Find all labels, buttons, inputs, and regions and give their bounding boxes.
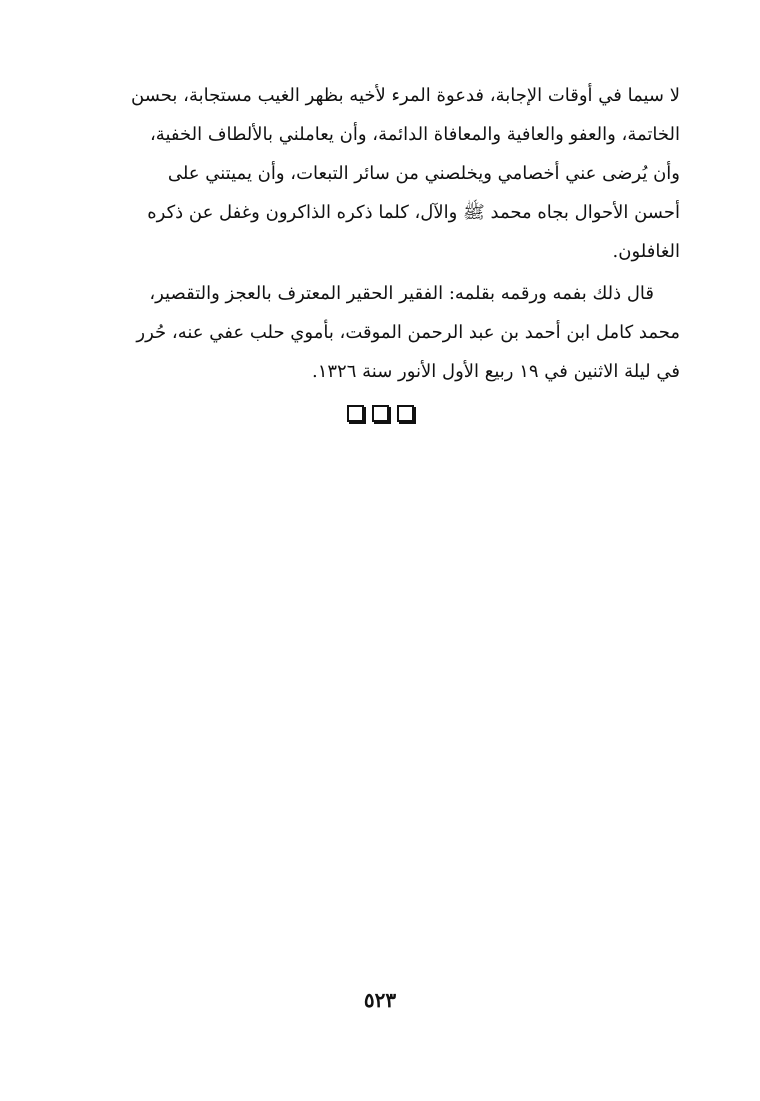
paragraph-1: [82, 76, 680, 271]
text-line: محمد كامل ابن أحمد بن عبد الرحمن الموقت، بأموي حلب عفي عنه، حُرر: [136, 322, 680, 343]
square-ornament-icon: [372, 405, 389, 422]
text-line: لا سيما في أوقات الإجابة، فدعوة المرء لأخيه بظهر الغيب مستجابة، بحسن: [131, 85, 680, 106]
text-line: في ليلة الاثنين في ١٩ ربيع الأول الأنور سنة ١٣٢٦.: [311, 361, 680, 382]
text-line: قال ذلك بفمه ورقمه بقلمه: الفقير الحقير المعترف بالعجز والتقصير،: [149, 283, 654, 304]
square-ornament-icon: [347, 405, 364, 422]
text-line: وأن يُرضى عني أخصامي ويخلصني من سائر التبعات، وأن يميتني على: [167, 163, 680, 184]
text-line: الغافلون.: [612, 241, 680, 262]
square-ornament-icon: [397, 405, 414, 422]
text-line: أحسن الأحوال بجاه محمد ﷺ والآل، كلما ذكره الذاكرون وغفل عن ذكره: [147, 202, 680, 223]
section-end-ornament: [0, 405, 760, 422]
page-number: ٥٢٣: [363, 988, 397, 1012]
paragraph-2: [82, 274, 680, 391]
text-line: الخاتمة، والعفو والعافية والمعافاة الدائمة، وأن يعاملني بالألطاف الخفية،: [150, 124, 680, 145]
